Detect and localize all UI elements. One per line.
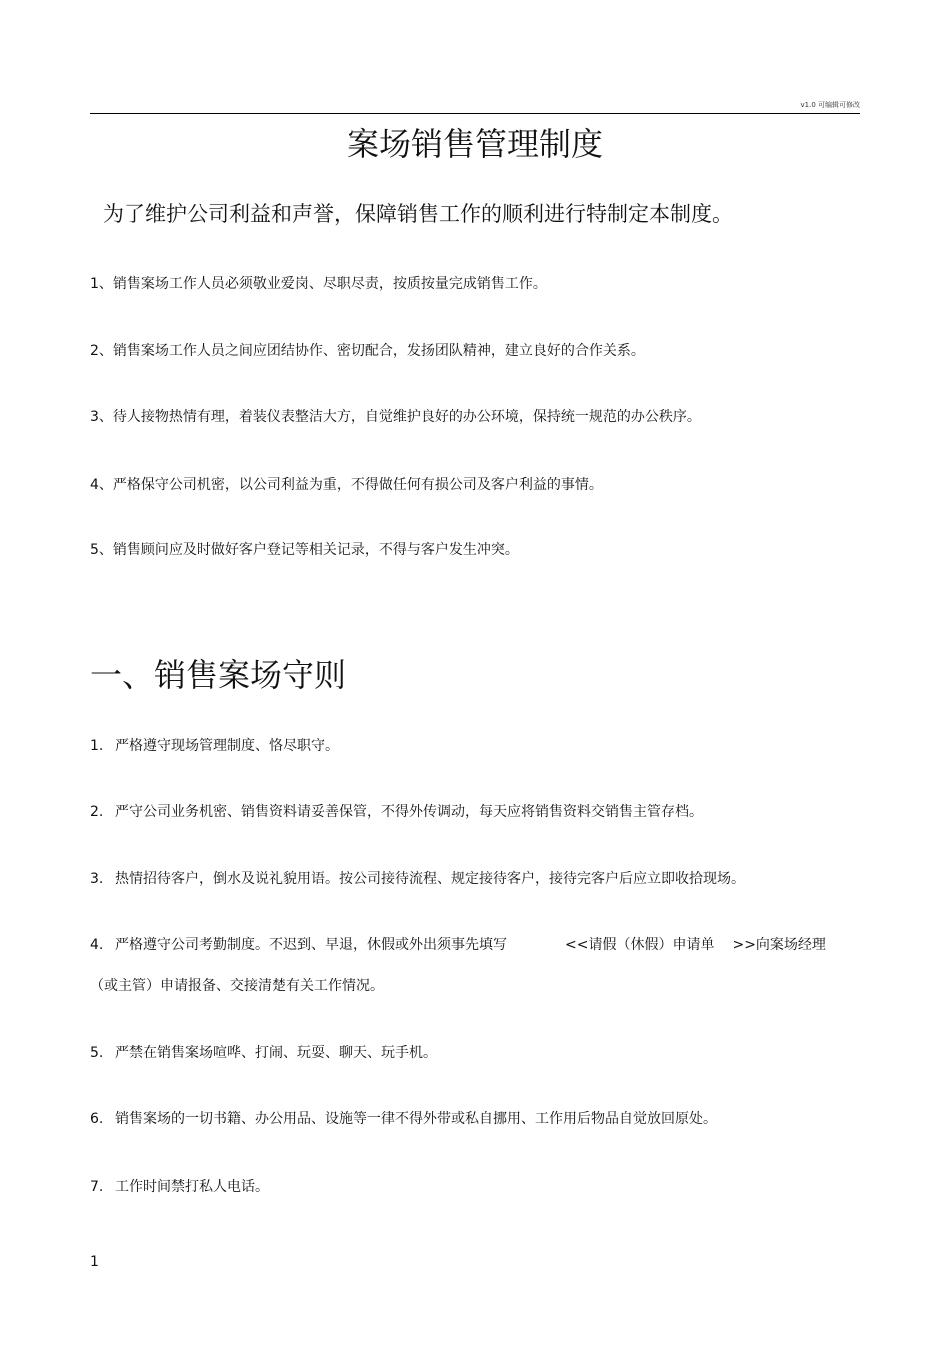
- rule-item: [90, 869, 745, 889]
- principle-item: [90, 475, 603, 495]
- rule-text-part-c: >>向案场经理: [732, 937, 826, 953]
- rule-item: [90, 935, 826, 955]
- principle-text: 销售顾问应及时做好客户登记等相关记录，不得与客户发生冲突。: [112, 542, 519, 558]
- rule-number: 5.: [90, 1045, 104, 1061]
- principle-item: [90, 540, 519, 560]
- page-number: 1: [90, 1254, 99, 1270]
- rule-number: 4.: [90, 937, 104, 953]
- principle-number: 4、: [90, 477, 113, 493]
- rule-item: [90, 736, 339, 756]
- principle-number: 2、: [90, 343, 113, 359]
- intro-paragraph: 为了维护公司利益和声誉，保障销售工作的顺利进行特制定本制度。: [103, 202, 733, 226]
- rule-item: [90, 1177, 269, 1197]
- principle-item: [90, 274, 547, 294]
- rule-text: 严禁在销售案场喧哗、打闹、玩耍、聊天、玩手机。: [115, 1045, 437, 1061]
- principle-item: [90, 341, 645, 361]
- rule-number: 6.: [90, 1111, 104, 1127]
- rule-text: 严守公司业务机密、销售资料请妥善保管，不得外传调动，每天应将销售资料交销售主管存档。: [115, 804, 703, 820]
- document-title: 案场销售管理制度: [346, 125, 603, 163]
- rule-number: 1.: [90, 738, 104, 754]
- principle-text: 销售案场工作人员必须敬业爱岗、尽职尽责，按质按量完成销售工作。: [112, 276, 547, 292]
- principle-number: 3、: [90, 409, 113, 425]
- section-heading: 一、销售案场守则: [90, 656, 347, 694]
- header-version-note: v1.0 可编辑可修改: [800, 101, 860, 109]
- principle-number: 1、: [90, 276, 113, 292]
- rule-number: 2.: [90, 804, 104, 820]
- rule-text: 严格遵守现场管理制度、恪尽职守。: [115, 738, 339, 754]
- rule-item: [90, 1043, 437, 1063]
- principle-item: [90, 407, 701, 427]
- rule-text-part-a: 严格遵守公司考勤制度。不迟到、早退，休假或外出须事先填写: [115, 937, 507, 953]
- rule-text: 热情招待客户，倒水及说礼貌用语。按公司接待流程、规定接待客户，接待完客户后应立即收拾现场。: [115, 871, 745, 887]
- rule-number: 7.: [90, 1179, 104, 1195]
- rule-text: 工作时间禁打私人电话。: [115, 1179, 269, 1195]
- principle-text: 严格保守公司机密，以公司利益为重，不得做任何有损公司及客户利益的事情。: [112, 477, 603, 493]
- rule-item: [90, 1109, 717, 1129]
- rule-text-form-name: <<请假（休假）申请单: [565, 937, 715, 953]
- principle-text: 待人接物热情有理，着装仪表整洁大方，自觉维护良好的办公环境，保持统一规范的办公秩序。: [112, 409, 701, 425]
- rule-number: 3.: [90, 871, 104, 887]
- rule-continuation: （或主管）申请报备、交接清楚有关工作情况。: [90, 978, 384, 994]
- principle-number: 5、: [90, 542, 113, 558]
- header-divider: [90, 113, 860, 114]
- principle-text: 销售案场工作人员之间应团结协作、密切配合，发扬团队精神，建立良好的合作关系。: [112, 343, 645, 359]
- rule-text: 销售案场的一切书籍、办公用品、设施等一律不得外带或私自挪用、工作用后物品自觉放回原处。: [115, 1111, 717, 1127]
- rule-item: [90, 802, 703, 822]
